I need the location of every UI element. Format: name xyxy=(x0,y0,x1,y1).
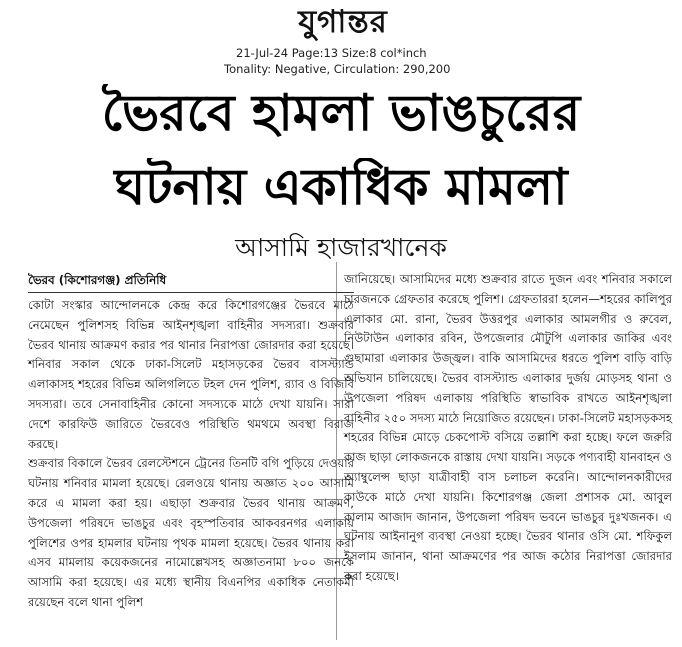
article-paragraph: জানিয়েছে। আসামিদের মধ্যে শুক্রবার রাতে দুজন এবং শনিবার সকালে চারজনকে গ্রেফতার করেছে পুলিশ। গ্রেফতাররা হলেন—শহরের কালিপুর এলাকার মো. রানা, ভৈরব উত্তরপুর এলাকার আমলগীর ও রুবেল, নিউটাউন এলাকার রবিন, উপজেলার মৌটুপি এলাকার জাকির এবং গুছামারা এলাকার উজ্জ্বল। বাকি আসামিদের ধরতে পুলিশ বাড়ি বাড়ি অভিযান চালিয়েছে। ভৈরব বাসস্ট্যান্ড এলাকার দুর্জয় মোড়সহ থানা ও উপজেলা পরিষদ এলাকায় পরিস্থিতি স্বাভাবিক রাখতে আইনশৃঙ্খলা বাহিনীর ২৫০ সদস্য মাঠে নিয়োজিত রয়েছেন। ঢাকা-সিলেট মহাসড়কসহ শহরের বিভিন্ন মোড়ে চেকপোস্ট বসিয়ে তল্লাশি করা হচ্ছে। ফলে জরুরি কাজ ছাড়া লোকজনকে রাস্তায় দেখা যায়নি। সড়কে পণ্যবাহী যানবাহন ও অ্যাম্বুলেন্স ছাড়া যাত্রীবাহী বাস চলাচল করেনি। আন্দোলনকারীদের কাউকে মাঠে দেখা যায়নি। কিশোরগঞ্জ জেলা প্রশাসক মো. আবুল কালাম আজাদ জানান, উপজেলা পরিষদ ভবনে ভাঙচুর দুঃখজনক। এ ঘটনায় আইনানুগ ব্যবস্থা নেওয়া হচ্ছে। ভৈরব থানার ওসি মো. শফিকুল ইসলাম জানান, থানা আক্রমণের পর আজ কঠোর নিরাপত্তা জোরদার করা হয়েছে। xyxy=(344,272,672,583)
article-paragraph: শুক্রবার বিকালে ভৈরব রেলস্টেশনে ট্রেনের তিনটি বগি পুড়িয়ে দেওয়ার ঘটনায় শনিবার মামলা হয়েছে। রেলওয়ে থানায় অজ্ঞাত ২০০ আসামি করে এ মামলা করা হয়। এছাড়া শুক্রবার ভৈরব থানায় আক্রমণ, উপজেলা পরিষদে ভাঙচুর এবং বৃহস্পতিবার আকবরনগর এলাকায় পুলিশের ওপর হামলার ঘটনায় পৃথক মামলা হয়েছে। ভৈরব থানায় করা এসব মামলায় কয়েকজনের নামোল্লেখসহ অজ্ঞাতনামা ৮০০ জনকে আসামি করা হয়েছে। এর মধ্যে স্থানীয় বিএনপির একাধিক নেতাকর্মী রয়েছেন বলে থানা পুলিশ xyxy=(28,456,354,609)
headline-line-2: ঘটনায় একাধিক মামলা xyxy=(114,158,568,216)
subheadline: আসামি হাজারখানেক xyxy=(235,233,447,262)
article-column-left xyxy=(28,270,354,613)
clip-meta-date-page-size: 21-Jul-24 Page:13 Size:8 col*inch xyxy=(236,46,427,60)
newspaper-masthead-logo: যুগান্তর xyxy=(298,4,388,40)
article-paragraph: কোটা সংস্কার আন্দোলনকে কেন্দ্র করে কিশোরগঞ্জের ভৈরবে মাঠে নেমেছেন পুলিশসহ বিভিন্ন আইনশৃঙ্খলা বাহিনীর সদস্যরা। শুক্রবার ভৈরব থানায় আক্রমণ করার পর থানার নিরাপত্তা জোরদার করা হয়েছে। শনিবার সকাল থেকে ঢাকা-সিলেট মহাসড়কের ভৈরব বাসস্ট্যান্ড এলাকাসহ শহরের বিভিন্ন অলিগলিতে টহল দেন পুলিশ, র‌্যাব ও বিজিবি সদস্যরা। তবে সেনাবাহিনীর কোনো সদস্যকে মাঠে দেখা যায়নি। সারা দেশে কারফিউ জারিতে ভৈরবেও পরিস্থিতি থমথমে অবস্থা বিরাজ করছে। xyxy=(28,298,354,451)
clip-meta-tonality-circulation: Tonality: Negative, Circulation: 290,200 xyxy=(224,62,451,76)
article-column-right xyxy=(344,270,672,587)
byline: ভৈরব (কিশোরগঞ্জ) প্রতিনিধি xyxy=(28,270,354,293)
headline-line-1: ভৈরবে হামলা ভাঙচুরের xyxy=(101,84,581,142)
